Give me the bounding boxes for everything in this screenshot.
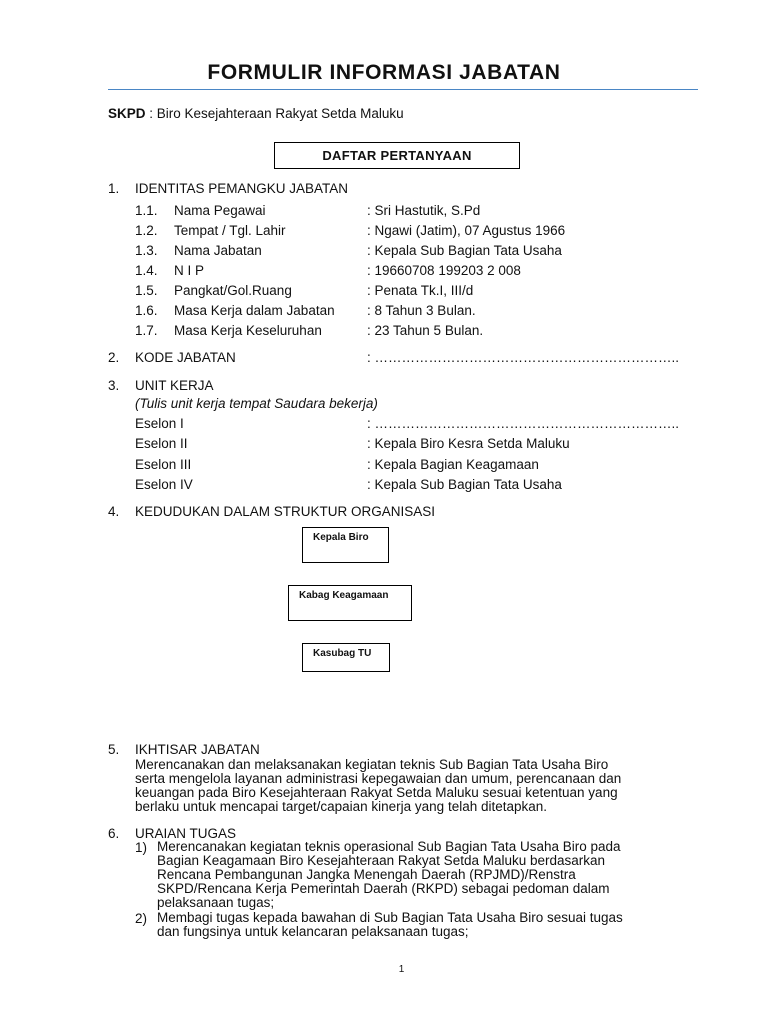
section-6-title: URAIAN TUGAS <box>135 826 237 841</box>
uraian-item-number: 1) <box>135 840 148 855</box>
ikhtisar-line: Merencanakan dan melaksanakan kegiatan teknis Sub Bagian Tata Usaha Biro <box>135 757 609 772</box>
page-number: 1 <box>398 964 405 975</box>
row-value: : 23 Tahun 5 Bulan. <box>367 323 484 338</box>
uraian-line: Rencana Pembangunan Jangka Menengah Daerah (RPJMD)/Renstra <box>157 867 576 882</box>
uraian-line: SKPD/Rencana Kerja Pemerintah Daerah (RKPD) sebagai pedoman dalam <box>157 881 610 896</box>
row-label: Nama Pegawai <box>174 203 266 218</box>
ikhtisar-line: keuangan pada Biro Kesejahteraan Rakyat Setda Maluku sesuai ketentuan yang <box>135 785 618 800</box>
uraian-item-number: 2) <box>135 911 148 926</box>
section-4-title: KEDUDUKAN DALAM STRUKTUR ORGANISASI <box>135 504 436 519</box>
row-value: : Penata Tk.I, III/d <box>367 283 474 298</box>
title-underline <box>108 89 698 90</box>
section-5-title: IKHTISAR JABATAN <box>135 742 260 757</box>
row-label: Masa Kerja dalam Jabatan <box>174 303 335 318</box>
form-title: FORMULIR INFORMASI JABATAN <box>207 61 561 84</box>
eselon-label: Eselon II <box>135 436 188 451</box>
eselon-label: Eselon III <box>135 457 192 472</box>
row-number: 1.6. <box>135 303 158 318</box>
section-3-number: 3. <box>108 378 120 393</box>
uraian-line: Merencanakan kegiatan teknis operasional Sub Bagian Tata Usaha Biro pada <box>157 839 621 854</box>
row-label: N I P <box>174 263 205 278</box>
kode-jabatan-value: : ………………………………………………………….. <box>367 350 680 365</box>
section-3-note: (Tulis unit kerja tempat Saudara bekerja) <box>135 396 378 411</box>
uraian-line: dan fungsinya untuk kelancaran pelaksanaan tugas; <box>157 924 469 939</box>
section-2-title: KODE JABATAN <box>135 350 236 365</box>
section-2-number: 2. <box>108 350 120 365</box>
uraian-line: pelaksanaan tugas; <box>157 895 275 910</box>
row-number: 1.5. <box>135 283 158 298</box>
eselon-value: : Kepala Biro Kesra Setda Maluku <box>367 436 570 451</box>
section-4-number: 4. <box>108 504 120 519</box>
uraian-line: Membagi tugas kepada bawahan di Sub Bagian Tata Usaha Biro sesuai tugas <box>157 910 623 925</box>
daftar-pertanyaan-box: DAFTAR PERTANYAAN <box>274 142 520 169</box>
row-number: 1.1. <box>135 203 158 218</box>
section-6-number: 6. <box>108 826 120 841</box>
row-number: 1.2. <box>135 223 158 238</box>
section-1-title: IDENTITAS PEMANGKU JABATAN <box>135 181 349 196</box>
row-value: : 19660708 199203 2 008 <box>367 263 521 278</box>
row-number: 1.3. <box>135 243 158 258</box>
eselon-label: Eselon IV <box>135 477 193 492</box>
row-value: : Sri Hastutik, S.Pd <box>367 203 481 218</box>
org-box-kasubag-tu: Kasubag TU <box>302 643 390 672</box>
skpd-value: : Biro Kesejahteraan Rakyat Setda Maluku <box>145 106 404 121</box>
row-number: 1.7. <box>135 323 158 338</box>
row-number: 1.4. <box>135 263 158 278</box>
section-5-number: 5. <box>108 742 120 757</box>
ikhtisar-line: berlaku untuk mencapai target/capaian kinerja yang telah ditetapkan. <box>135 799 548 814</box>
row-value: : 8 Tahun 3 Bulan. <box>367 303 476 318</box>
uraian-line: Bagian Keagamaan Biro Kesejahteraan Rakyat Setda Maluku berdasarkan <box>157 853 606 868</box>
skpd-line <box>108 106 404 121</box>
eselon-value: : Kepala Bagian Keagamaan <box>367 457 539 472</box>
section-3-title: UNIT KERJA <box>135 378 214 393</box>
section-1-number: 1. <box>108 181 120 196</box>
row-label: Tempat / Tgl. Lahir <box>174 223 286 238</box>
eselon-label: Eselon I <box>135 416 184 431</box>
org-box-kabag-keagamaan: Kabag Keagamaan <box>288 585 412 621</box>
eselon-value: : ………………………………………………………….. <box>367 416 680 431</box>
ikhtisar-line: serta mengelola layanan administrasi kepegawaian dan umum, perencanaan dan <box>135 771 622 786</box>
row-label: Pangkat/Gol.Ruang <box>174 283 292 298</box>
skpd-label: SKPD <box>108 106 146 121</box>
row-label: Masa Kerja Keseluruhan <box>174 323 322 338</box>
row-value: : Ngawi (Jatim), 07 Agustus 1966 <box>367 223 566 238</box>
eselon-value: : Kepala Sub Bagian Tata Usaha <box>367 477 562 492</box>
row-label: Nama Jabatan <box>174 243 262 258</box>
row-value: : Kepala Sub Bagian Tata Usaha <box>367 243 562 258</box>
org-box-kepala-biro: Kepala Biro <box>302 527 389 563</box>
